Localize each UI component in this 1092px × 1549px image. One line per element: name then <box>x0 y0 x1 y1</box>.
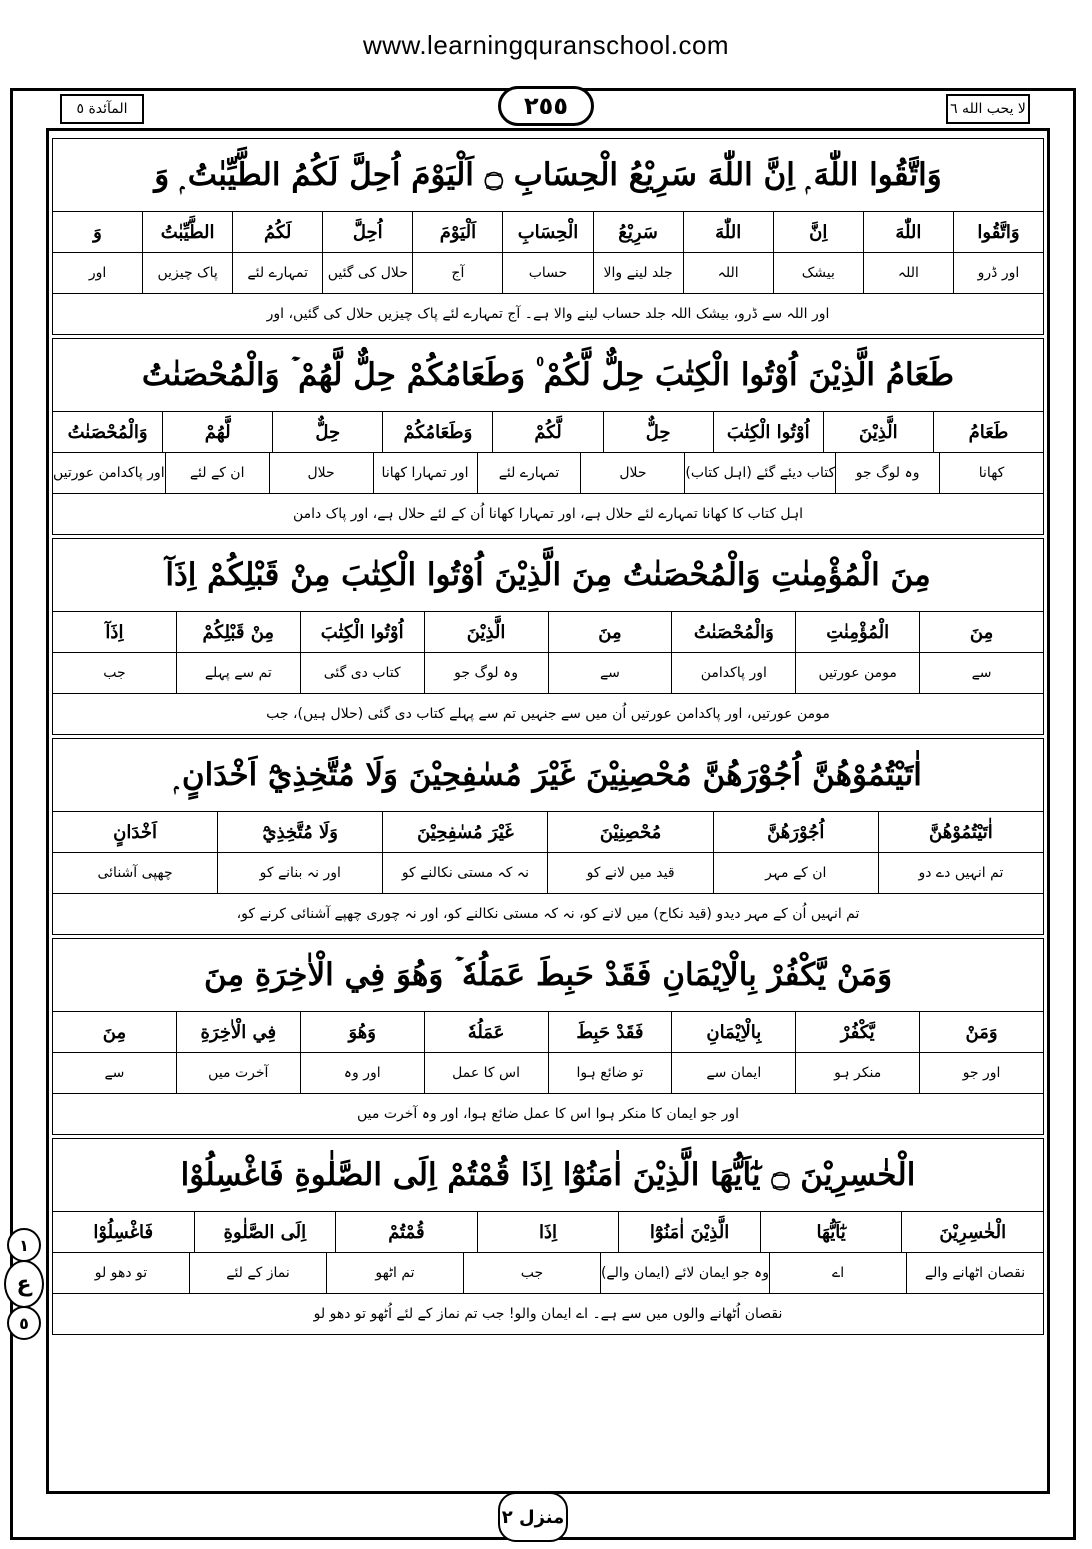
arabic-word-cell: وَ <box>93 221 102 243</box>
verse-section <box>52 338 1044 535</box>
urdu-meaning-cell: اور جو <box>919 1053 1043 1093</box>
arabic-word-cell: وَالْمُحْصَنٰتُ <box>67 421 148 443</box>
meaning-row <box>53 253 1043 294</box>
arabic-verse-line: مِنَ الْمُؤْمِنٰتِ وَالْمُحْصَنٰتُ مِنَ الَّذِيْنَ اُوْتُوا الْكِتٰبَ مِنْ قَبْلِكُمْ اِذَآ <box>53 539 1043 612</box>
urdu-meaning-cell: کتاب دی گئی <box>300 653 424 693</box>
ruku-marker <box>4 1228 44 1340</box>
arabic-word-cell: سَرِيْعُ <box>593 212 683 252</box>
arabic-word-cell: الطَّيِّبٰتُ <box>142 212 232 252</box>
arabic-word-cell: اِنَّ <box>773 212 863 252</box>
urdu-meaning-cell: اور نہ بنانے کو <box>217 853 382 893</box>
arabic-word-cell: حِلٌّ <box>603 412 713 452</box>
urdu-meaning-cell: حلال <box>269 453 373 493</box>
arabic-word-cell: قُمْتُمْ <box>335 1212 477 1252</box>
urdu-meaning-cell: آج <box>412 253 502 293</box>
urdu-meaning-cell: اور پاکدامن عورتیں <box>53 465 165 481</box>
arabic-word-cell: وَاتَّقُوا <box>953 212 1043 252</box>
urdu-translation-line: اور جو ایمان کا منکر ہوا اس کا عمل ضائع ہوا، اور وہ آخرت میں <box>357 1106 739 1122</box>
juz-name-label: لا يحب الله ٦ <box>946 94 1030 124</box>
urdu-meaning-cell: نماز کے لئے <box>189 1253 326 1293</box>
arabic-word-cell: وَلَا مُتَّخِذِيْٓ <box>217 812 382 852</box>
arabic-word-cell: فِي الْاٰخِرَةِ <box>176 1012 300 1052</box>
arabic-word-cell: وَطَعَامُكُمْ <box>382 412 492 452</box>
urdu-meaning-cell: کھانا <box>939 453 1043 493</box>
urdu-meaning-cell: جلد لینے والا <box>593 253 683 293</box>
urdu-meaning-cell: ان کے لئے <box>165 453 269 493</box>
urdu-meaning-cell: مومن عورتیں <box>795 653 919 693</box>
arabic-word-cell: لَّكُمْ <box>492 412 602 452</box>
urdu-meaning-cell: حلال <box>580 453 684 493</box>
arabic-word-cell: اللّٰهَ <box>863 212 953 252</box>
urdu-meaning-cell: اور تمہارا کھانا <box>373 453 477 493</box>
arabic-word-cell: غَيْرَ مُسٰفِحِيْنَ <box>382 812 547 852</box>
urdu-meaning-cell: تم سے پہلے <box>176 653 300 693</box>
arabic-verse-line: طَعَامُ الَّذِيْنَ اُوْتُوا الْكِتٰبَ حِلٌّ لَّكُمْ ۠ وَطَعَامُكُمْ حِلٌّ لَّهُمْ ۡ وَالْمُحْصَنٰتُ <box>53 339 1043 412</box>
arabic-word-cell: الَّذِيْنَ اٰمَنُوْٓا <box>618 1212 760 1252</box>
arabic-word-cell: اُوْتُوا الْكِتٰبَ <box>300 612 424 652</box>
ruku-sign: ع <box>4 1260 44 1308</box>
meaning-row <box>53 1053 1043 1094</box>
arabic-word-cell: الَّذِيْنَ <box>424 612 548 652</box>
urdu-meaning-cell: نقصان اٹھانے والے <box>906 1253 1043 1293</box>
arabic-word-cell: اَلْيَوْمَ <box>412 212 502 252</box>
arabic-word-cell: فَقَدْ حَبِطَ <box>548 1012 672 1052</box>
verse-section <box>52 1138 1044 1335</box>
arabic-word-cell: مِنَ <box>548 612 672 652</box>
manzil-marker: منزل ٢ <box>498 1492 568 1542</box>
arabic-word-cell: لَّهُمْ <box>162 412 272 452</box>
urdu-meaning-cell: اس کا عمل <box>424 1053 548 1093</box>
arabic-word-cell: عَمَلُهٗ <box>424 1012 548 1052</box>
urdu-translation-line: تم انہیں اُن کے مہر دیدو (قید نکاح) میں لانے کو، نہ کہ مستی نکالنے کو، اور نہ چوری چھپے آشنائی کرنے کو، <box>236 906 860 922</box>
arabic-word-cell: وَالْمُحْصَنٰتُ <box>671 612 795 652</box>
arabic-word-cell: مِنَ <box>919 612 1043 652</box>
arabic-verse-line: اٰتَيْتُمُوْهُنَّ اُجُوْرَهُنَّ مُحْصِنِيْنَ غَيْرَ مُسٰفِحِيْنَ وَلَا مُتَّخِذِيْٓ اَخْدَانٍ ۭ <box>53 739 1043 812</box>
website-url: www.learningquranschool.com <box>362 30 730 60</box>
urdu-meaning-cell: پاک چیزیں <box>142 253 232 293</box>
page-content <box>52 138 1044 1338</box>
urdu-translation-line: اور اللہ سے ڈرو، بیشک اللہ جلد حساب لینے والا ہے۔ آج تمہارے لئے پاک چیزیں حلال کی گئیں، اور <box>266 306 830 322</box>
ruku-top-number: ١ <box>7 1228 41 1262</box>
word-row <box>53 412 1043 453</box>
verse-section <box>52 538 1044 735</box>
arabic-word-cell: وَهُوَ <box>300 1012 424 1052</box>
arabic-word-cell: اُحِلَّ <box>322 212 412 252</box>
arabic-word-cell: طَعَامُ <box>933 412 1043 452</box>
arabic-word-cell: اَخْدَانٍ <box>113 821 157 843</box>
urdu-meaning-cell: حساب <box>502 253 592 293</box>
meaning-row <box>53 453 1043 494</box>
urdu-translation-line: مومن عورتیں، اور پاکدامن عورتیں اُن میں سے جنہیں تم سے پہلے کتاب دی گئی (حلال ہیں)، جب <box>266 706 830 722</box>
surah-name-label: المآئدة ٥ <box>60 94 144 124</box>
meaning-row <box>53 653 1043 694</box>
verse-section <box>52 938 1044 1135</box>
verse-section <box>52 138 1044 335</box>
urdu-meaning-cell: تمہارے لئے <box>477 453 581 493</box>
word-row <box>53 1012 1043 1053</box>
arabic-word-cell: يٰٓاَيُّهَا <box>760 1212 902 1252</box>
arabic-verse-line: وَمَنْ يَّكْفُرْ بِالْاِيْمَانِ فَقَدْ حَبِطَ عَمَلُهٗ ۡ وَهُوَ فِي الْاٰخِرَةِ مِنَ <box>53 939 1043 1012</box>
urdu-meaning-cell: نہ کہ مستی نکالنے کو <box>382 853 547 893</box>
urdu-meaning-cell: وہ لوگ جو <box>424 653 548 693</box>
urdu-meaning-cell: بیشک <box>773 253 863 293</box>
meaning-row <box>53 853 1043 894</box>
meaning-row <box>53 1253 1043 1294</box>
urdu-meaning-cell: ان کے مہر <box>713 853 878 893</box>
urdu-meaning-cell: کتاب دیئے گئے (اہل کتاب) <box>684 453 835 493</box>
urdu-meaning-cell: اللہ <box>683 253 773 293</box>
urdu-meaning-cell: آخرت میں <box>176 1053 300 1093</box>
urdu-meaning-cell: اے <box>769 1253 906 1293</box>
urdu-meaning-cell: سے <box>919 653 1043 693</box>
urdu-meaning-cell: چھپی آشنائی <box>97 865 173 881</box>
arabic-word-cell: مُحْصِنِيْنَ <box>547 812 712 852</box>
arabic-word-cell: لَكُمُ <box>232 212 322 252</box>
arabic-word-cell: اٰتَيْتُمُوْهُنَّ <box>878 812 1043 852</box>
urdu-meaning-cell: اور <box>88 265 107 281</box>
word-row <box>53 812 1043 853</box>
urdu-translation-line: اہل کتاب کا کھانا تمہارے لئے حلال ہے، اور تمہارا کھانا اُن کے لئے حلال ہے، اور پاک دامن <box>292 506 804 522</box>
urdu-meaning-cell: جب <box>463 1253 600 1293</box>
urdu-meaning-cell: منکر ہو <box>795 1053 919 1093</box>
arabic-verse-line: وَاتَّقُوا اللّٰهَ ۭ اِنَّ اللّٰهَ سَرِيْعُ الْحِسَابِ ۝ اَلْيَوْمَ اُحِلَّ لَكُمُ الطَّيِّبٰتُ ۭ وَ <box>53 139 1043 212</box>
word-row <box>53 612 1043 653</box>
arabic-word-cell: وَمَنْ <box>919 1012 1043 1052</box>
urdu-meaning-cell: حلال کی گئیں <box>322 253 412 293</box>
arabic-word-cell: بِالْاِيْمَانِ <box>671 1012 795 1052</box>
urdu-translation-line: نقصان اُٹھانے والوں میں سے ہے۔ اے ایمان والو! جب تم نماز کے لئے اُٹھو تو دھو لو <box>313 1306 783 1322</box>
arabic-word-cell: الْمُؤْمِنٰتِ <box>795 612 919 652</box>
urdu-meaning-cell: تم انہیں دے دو <box>878 853 1043 893</box>
urdu-meaning-cell: وہ جو ایمان لائے (ایمان والے) <box>600 1253 769 1293</box>
urdu-meaning-cell: ایمان سے <box>671 1053 795 1093</box>
urdu-meaning-cell: اللہ <box>863 253 953 293</box>
urdu-meaning-cell: اور ڈرو <box>953 253 1043 293</box>
urdu-meaning-cell: اور پاکدامن <box>671 653 795 693</box>
word-row <box>53 1212 1043 1253</box>
arabic-word-cell: الَّذِيْنَ <box>823 412 933 452</box>
arabic-word-cell: اللّٰهَ <box>683 212 773 252</box>
verse-section <box>52 738 1044 935</box>
arabic-word-cell: اُجُوْرَهُنَّ <box>713 812 878 852</box>
arabic-word-cell: مِنْ قَبْلِكُمْ <box>176 612 300 652</box>
urdu-meaning-cell: تو دھو لو <box>94 1265 148 1281</box>
urdu-meaning-cell: سے <box>104 1065 125 1081</box>
urdu-meaning-cell: جب <box>103 665 126 681</box>
word-row <box>53 212 1043 253</box>
arabic-word-cell: اِذَآ <box>105 621 124 643</box>
arabic-word-cell: الْخٰسِرِيْنَ <box>901 1212 1043 1252</box>
arabic-word-cell: اُوْتُوا الْكِتٰبَ <box>713 412 823 452</box>
urdu-meaning-cell: قید میں لانے کو <box>547 853 712 893</box>
arabic-word-cell: يَّكْفُرْ <box>795 1012 919 1052</box>
arabic-word-cell: مِنَ <box>102 1021 127 1043</box>
arabic-word-cell: حِلٌّ <box>272 412 382 452</box>
page-number: ٢٥٥ <box>498 86 594 126</box>
urdu-meaning-cell: تم اٹھو <box>326 1253 463 1293</box>
urdu-meaning-cell: اور وہ <box>300 1053 424 1093</box>
arabic-verse-line: الْخٰسِرِيْنَ ۝ يٰٓاَيُّهَا الَّذِيْنَ اٰمَنُوْٓا اِذَا قُمْتُمْ اِلَى الصَّلٰوةِ فَاغْسِلُوْا <box>53 1139 1043 1212</box>
urdu-meaning-cell: تمہارے لئے <box>232 253 322 293</box>
ruku-bottom-number: ٥ <box>7 1306 41 1340</box>
arabic-word-cell: اِذَا <box>477 1212 619 1252</box>
urdu-meaning-cell: سے <box>548 653 672 693</box>
arabic-word-cell: الْحِسَابِ <box>502 212 592 252</box>
urdu-meaning-cell: تو ضائع ہوا <box>548 1053 672 1093</box>
arabic-word-cell: اِلَى الصَّلٰوةِ <box>194 1212 336 1252</box>
urdu-meaning-cell: وہ لوگ جو <box>835 453 939 493</box>
arabic-word-cell: فَاغْسِلُوْا <box>93 1221 154 1243</box>
